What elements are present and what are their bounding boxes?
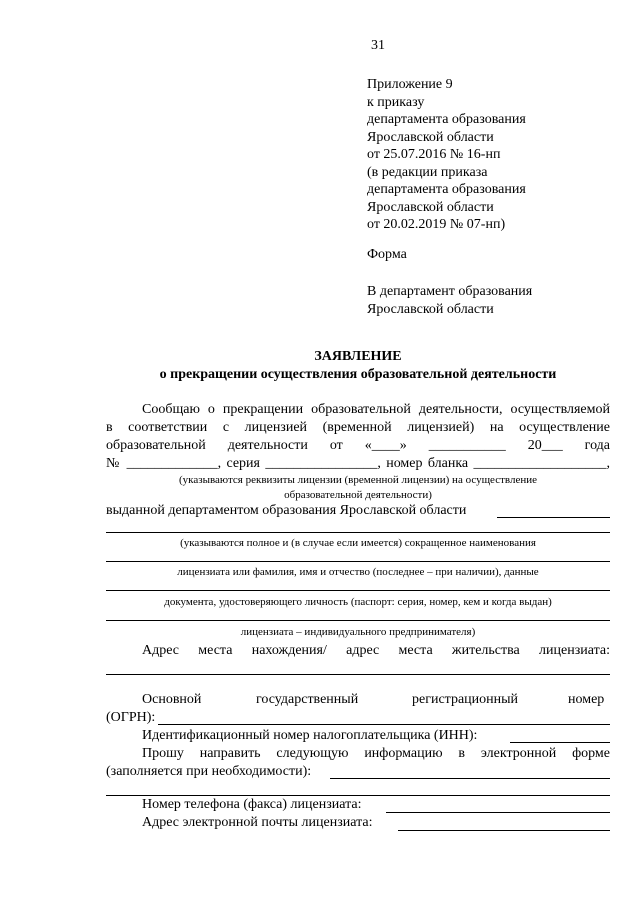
hint-text: лицензиата или фамилия, имя и отчество (последнее – при наличии), данные bbox=[177, 566, 539, 578]
licensee-name-field-2[interactable] bbox=[106, 561, 610, 562]
licensee-name-field-4[interactable] bbox=[106, 620, 610, 621]
issued-by-label: выданной департаментом образования Ярославской области bbox=[106, 503, 467, 518]
form-label: Форма bbox=[367, 247, 407, 262]
ogrn-word: государственный bbox=[256, 692, 359, 707]
license-number-line: № _____________, серия ________________, номер бланка ___________________, bbox=[106, 456, 610, 471]
email-label: Адрес электронной почты лицензиата: bbox=[142, 815, 373, 830]
appendix-line: к приказу bbox=[367, 94, 425, 110]
address-label: Адрес места нахождения/ адрес места жительства лицензиата: bbox=[142, 643, 610, 658]
hint-text: (указываются реквизиты лицензии (временной лицензии) на осуществление bbox=[179, 474, 537, 486]
ogrn-word: номер bbox=[568, 692, 605, 707]
email-field[interactable] bbox=[398, 830, 610, 831]
inn-field[interactable] bbox=[510, 742, 610, 743]
document-subtitle: о прекращении осуществления образовательной деятельности bbox=[159, 367, 557, 382]
phone-label: Номер телефона (факса) лицензиата: bbox=[142, 797, 362, 812]
ogrn-word: Основной bbox=[142, 692, 202, 707]
appendix-line: Ярославской области bbox=[367, 129, 494, 145]
page-number: 31 bbox=[371, 38, 385, 53]
license-date-line: образовательной деятельности от «____» ___________ 20___ года bbox=[106, 438, 610, 453]
appendix-line: (в редакции приказа bbox=[367, 164, 488, 180]
issued-by-field[interactable] bbox=[497, 517, 610, 518]
addressee-block bbox=[367, 283, 532, 318]
appendix-line: от 25.07.2016 № 16-нп bbox=[367, 147, 501, 162]
request-label: Прошу направить следующую информацию в электронной форме bbox=[142, 746, 610, 761]
phone-field[interactable] bbox=[386, 812, 610, 813]
appendix-line: департамента образования bbox=[367, 182, 526, 197]
ogrn-word: регистрационный bbox=[412, 692, 519, 707]
appendix-line: Приложение 9 bbox=[367, 77, 453, 92]
appendix-block bbox=[367, 76, 526, 234]
request-field-2[interactable] bbox=[106, 795, 610, 796]
address-field[interactable] bbox=[106, 674, 610, 675]
hint-text: документа, удостоверяющего личность (паспорт: серия, номер, кем и когда выдан) bbox=[164, 596, 552, 608]
document-title: ЗАЯВЛЕНИЕ bbox=[314, 349, 402, 364]
appendix-line: от 20.02.2019 № 07-нп) bbox=[367, 217, 506, 232]
licensee-name-field-3[interactable] bbox=[106, 590, 610, 591]
ogrn-label: (ОГРН): bbox=[106, 710, 156, 725]
hint-text: лицензиата – индивидуального предпринимателя) bbox=[240, 626, 476, 638]
hint-text: (указываются полное и (в случае если имеется) сокращенное наименования bbox=[180, 537, 536, 549]
body-line: Сообщаю о прекращении образовательной деятельности, осуществляемой bbox=[142, 402, 610, 417]
appendix-line: департамента образования bbox=[367, 112, 526, 127]
inn-label: Идентификационный номер налогоплательщика (ИНН): bbox=[142, 728, 478, 743]
appendix-line: Ярославской области bbox=[367, 199, 494, 215]
hint-text: образовательной деятельности) bbox=[284, 489, 432, 501]
licensee-name-field-1[interactable] bbox=[106, 532, 610, 533]
request-cont-label: (заполняется при необходимости): bbox=[106, 764, 312, 779]
ogrn-field[interactable] bbox=[158, 724, 610, 725]
request-field-1[interactable] bbox=[330, 778, 610, 779]
addressee-line: В департамент образования bbox=[367, 284, 533, 299]
addressee-line: Ярославской области bbox=[367, 301, 494, 317]
body-line: в соответствии с лицензией (временной лицензией) на осуществление bbox=[106, 420, 610, 435]
